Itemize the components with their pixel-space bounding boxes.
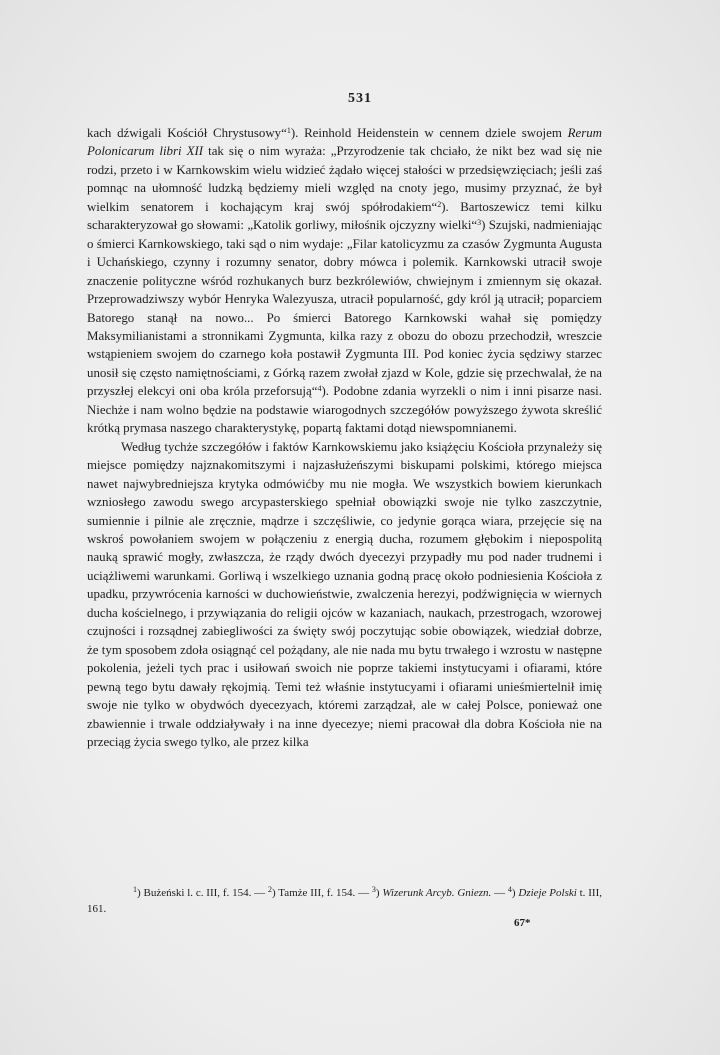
body-text xyxy=(87,124,602,751)
footnote-ref: 1 xyxy=(286,126,291,135)
footnote-text: ) Tamże III, f. 154. — xyxy=(271,887,372,899)
footnotes xyxy=(87,885,602,917)
footnote-ref: 3 xyxy=(477,218,482,228)
footnote-marker: 1 xyxy=(133,885,137,894)
printer-signature: 67* xyxy=(514,917,531,929)
text-run: ). Reinhold Heidenstein w cennem dziele swojem xyxy=(290,126,568,140)
footnote-text: ) xyxy=(375,887,383,899)
footnote-text: ) Bużeński l. c. III, f. 154. — xyxy=(137,887,268,899)
cited-work: Wizerunk Arcyb. Gniezn. xyxy=(382,887,492,899)
text-run: ). Podobne zdania wyrzekli o nim i inni pisarze nasi. Niechże i nam wolno będzie na podstawie wiarogodnych szczegółów powyższego żywota skreślić krótką prymasa naszego charakterystykę, popartą faktami dotąd niewspomnianemi. xyxy=(87,384,602,436)
page-number: 531 xyxy=(348,91,372,106)
footnote-ref: 2 xyxy=(437,199,442,209)
footnote-block xyxy=(87,885,602,917)
footnote-ref: 4 xyxy=(317,384,322,394)
text-run: ) Szujski, nadmieniając o śmierci Karnkowskiego, taki sąd o nim wydaje: „Filar katolicyzmu za czasów Zygmunta Augusta i Uchańskiego, czynny i rozumny senator, dobry mówca i polemik. Karnkowski utracił swoje znaczenie polityczne wśród rozhukanych burz bezkrólewiów, chwiejnym i zmiennym się okazał. Przeprowadziwszy wybór Henryka Walezyusza, utracił popularność, gdy król ją utracił; poparciem Batorego stanął na nowo... Po śmierci Batorego Karnkowski wahał się pomiędzy Maksymilianistami a stronnikami Zygmunta, kilka razy z obozu do obozu przechodził, wreszcie wstąpieniem swojem do czarnego koła postawił Zygmunta III. Pod koniec życia sędziwy starzec unosił się często namiętnościami, z Górką razem zwołał zjazd w Kole, gdzie się przechwalał, że na przyszłej elekcyi oni oba króla przeforsują“ xyxy=(87,218,602,399)
paragraph-2: Według tychże szczegółów i faktów Karnkowskiemu jako książęciu Kościoła przynależy się miejsce pomiędzy najznakomitszymi i najzasłużeńszymi biskupami polskimi, którego miejsca nawet najwybredniejsza krytyka odmówićby mu nie mogła. We wszystkich bowiem kierunkach wzniosłego zawodu swego arcypasterskiego spełniał obowiązki swoje nie tylko zaszczytnie, sumiennie i pilnie ale zręcznie, mądrze i szczęśliwie, co jedynie gorąca wiara, przejęcie się na wskroś powołaniem swojem w połączeniu z energią ducha, rozumem głębokim i niepospolitą nauką sprawić mogły, zwłaszcza, że rządy dwóch dyecezyi przypadły mu pod nader trudnemi i uciążliwemi warunkami. Gorliwą i wszelkiego uznania godną pracę około podniesienia Kościoła z upadku, przywrócenia karności w duchowieństwie, zwalczenia herezyi, podźwignięcia w wiernych ducha kościelnego, i przywiązania do religii ojców w kazaniach, naukach, przestrogach, wzorowej czujności i rozsądnej zabiegliwości za święty swój poczytując sobie obowiązek, wiedział dobrze, że tym sposobem zdoła osiągnąć cel pożądany, ale nie nada mu bytu trwałego i wzrostu w następne pokolenia, jeżeli tych prac i usiłowań swoich nie poprze takiemi instytucyami i ofiarami, które pewną tego bytu dawały rękojmią. Temi też właśnie instytucyami i ofiarami unieśmiertelnił imię swoje nie tylko w obydwóch dyecezyach, któremi zarządzał, ale w całej Polsce, ponieważ one zbawiennie i trwale oddziaływały i na inne dyecezye; niemi pracował dla dobra Kościoła nie na przeciąg życia swego tylko, ale przez kilka xyxy=(87,439,602,749)
footnote-text: t. III, 161. xyxy=(87,887,602,915)
footnote-marker: 2 xyxy=(267,885,272,894)
text-run: kach dźwigali Kościół Chrystusowy“ xyxy=(87,126,287,140)
book-title: Rerum Polonicarum libri XII xyxy=(87,126,602,159)
footnote-marker: 4 xyxy=(507,885,512,894)
footnote-marker: 3 xyxy=(371,885,376,894)
text-run: tak się o nim wyraża: „Przyrodzenie tak chciało, że nikt bez wad się nie rodzi, przeto i w Karnkowskim wielu widzieć żądało więcej stałości w przedsięwzięciach; jeśli zaś pomnąc na ułomność ludzką będziemy mieli względ na cnoty jego, musimy przyznać, że był wielkim senatorem i kochającym kraj swój spółrodakiem“ xyxy=(87,144,602,214)
footnote-text: ) xyxy=(511,887,519,899)
cited-work: Dzieje Polski xyxy=(518,887,577,899)
text-run: ). Bartoszewicz temi kilku scharakteryzował go słowami: „Katolik gorliwy, miłośnik ojczyzny wielki“ xyxy=(87,199,602,233)
footnote-text: — xyxy=(491,887,508,899)
paragraph-1 xyxy=(87,124,602,438)
